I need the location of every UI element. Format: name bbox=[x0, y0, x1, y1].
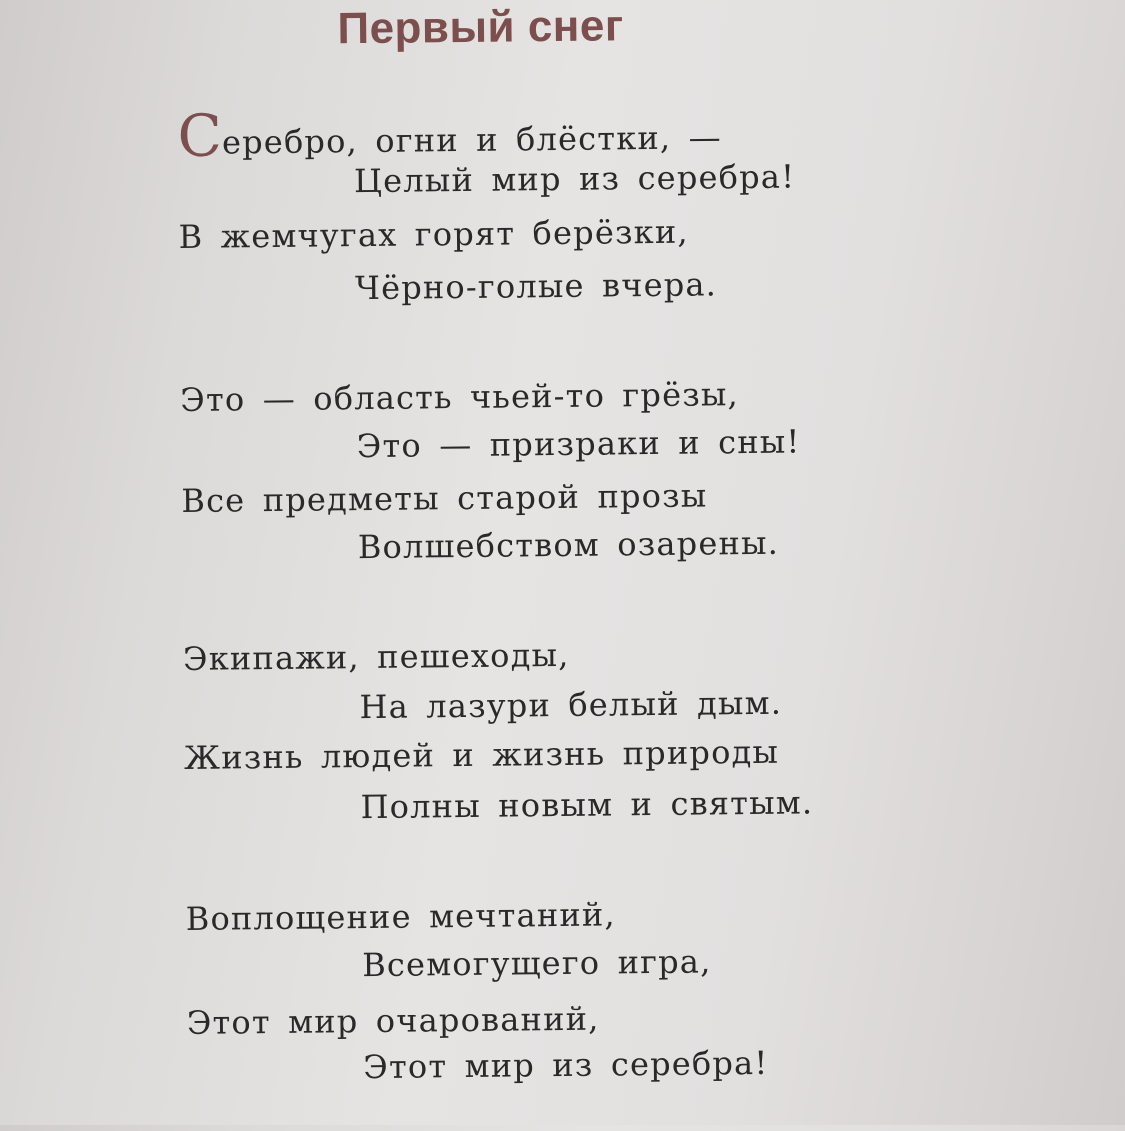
first-line-rest: еребро, огни и блёстки, — bbox=[221, 118, 723, 162]
poem-line: Этот мир из серебра! bbox=[363, 1043, 769, 1087]
poem-line: Это — область чьей-то грёзы, bbox=[180, 375, 740, 419]
poem-title: Первый снег bbox=[337, 1, 624, 54]
poem-line: Целый мир из серебра! bbox=[353, 157, 796, 201]
poem-line: Этот мир очарований, bbox=[186, 999, 600, 1042]
poem-line: Полны новым и святым. bbox=[360, 783, 814, 827]
poem-line: Все предметы старой прозы bbox=[181, 476, 708, 520]
poem-line: Волшебством озарены. bbox=[357, 523, 780, 567]
poem-line: Жизнь людей и жизнь природы bbox=[183, 732, 780, 777]
drop-cap: С bbox=[177, 101, 223, 170]
poem-line: На лазури белый дым. bbox=[359, 683, 783, 727]
poem-line: Воплощение мечтаний, bbox=[185, 895, 616, 938]
poem-line: Экипажи, пешеходы, bbox=[182, 635, 570, 678]
poem-line bbox=[177, 101, 723, 170]
poem-line: Чёрно-голые вчера. bbox=[354, 265, 718, 308]
poem-line: Всемогущего игра, bbox=[362, 942, 712, 985]
poem-line: В жемчугах горят берёзки, bbox=[178, 212, 689, 256]
poem-line: Это — призраки и сны! bbox=[356, 422, 801, 466]
